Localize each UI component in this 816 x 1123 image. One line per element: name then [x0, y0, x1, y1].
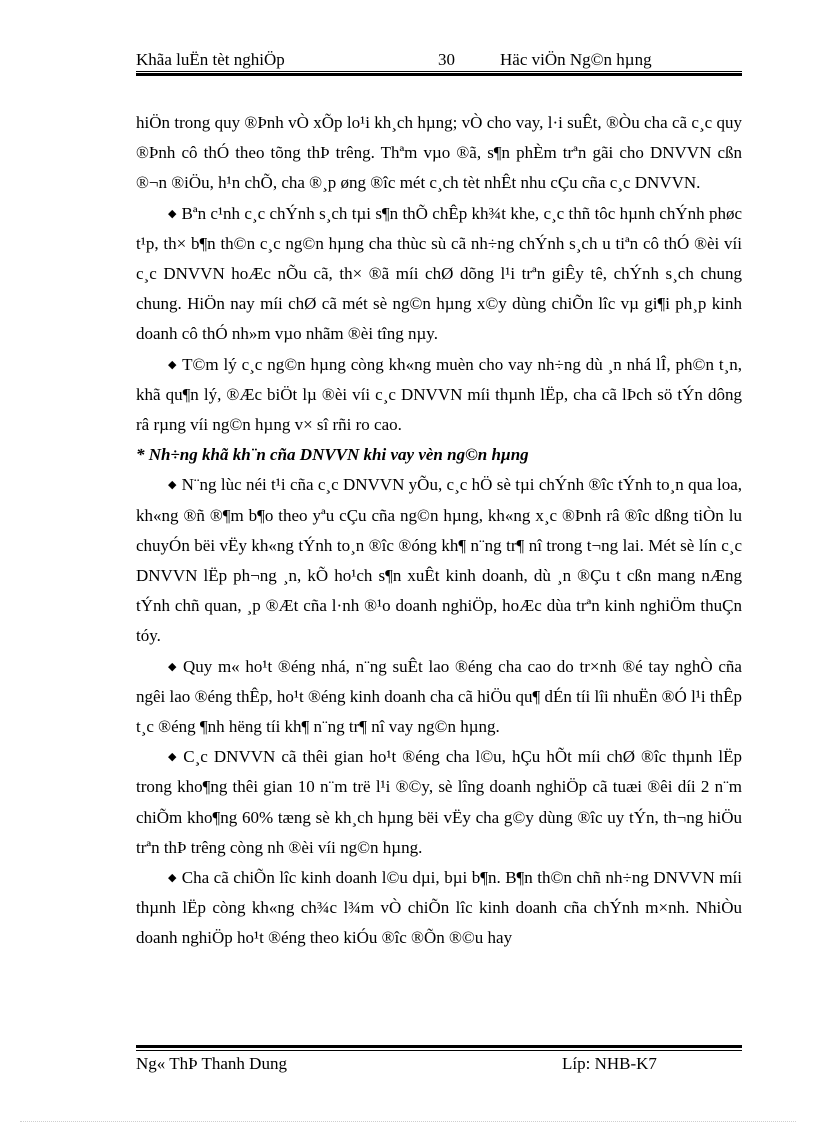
footer-rule-thin — [136, 1050, 742, 1051]
section-heading — [136, 440, 742, 470]
paragraph — [136, 863, 742, 954]
paragraph-text: Cha cã chiÕn lîc kinh doanh l©u dµi, bµi b¶n. B¶n th©n chñ nh÷ng DNVVN míi thµnh lËp còng kh«ng ch¾c l¾m vÒ chiÕn lîc kinh doanh cña chÝnh m×nh. NhiÒu doanh nghiÖp ho¹t ®éng theo kiÓu ®îc ®Õn ®©u hay — [136, 868, 742, 948]
diamond-bullet-icon: ◆ — [168, 479, 177, 492]
document-body — [136, 108, 742, 954]
footer-rule-thick — [136, 1045, 742, 1048]
diamond-bullet-icon: ◆ — [168, 751, 179, 764]
paragraph-text: T©m lý c¸c ng©n hµng còng kh«ng muèn cho vay nh÷ng dù ¸n nhá lÎ, ph©n t¸n, khã qu¶n lý, ®Æc biÖt lµ ®èi víi c¸c DNVVN míi thµnh lËp, cha cã lÞch sö tÝn dông râ rµng víi ng©n hµng v× sî rñi ro cao. — [136, 354, 742, 435]
page-header — [136, 46, 742, 72]
paragraph-text: N¨ng lùc néi t¹i cña c¸c DNVVN yÕu, c¸c hÖ sè tµi chÝnh ®îc tÝnh to¸n qua loa, kh«ng ®ñ ®¶m b¶o theo yªu cÇu cña ng©n hµng, kh«ng x¸c ®Þnh râ ®îc dßng tiÒn lu chuyÓn bëi vËy kh«ng tÝnh to¸n ®îc ®óng kh¶ n¨ng tr¶ nî trong t¬ng lai. Mét sè lín c¸c DNVVN lËp ph¬ng ¸n, kÕ ho¹ch s¶n xuÊt kinh doanh, dù ¸n ®Çu t cßn mang nÆng tÝnh chñ quan, ¸p ®Æt cña l·nh ®¹o doanh nghiÖp, hoÆc dùa trªn kinh nghiÖm thuÇn tóy. — [136, 475, 742, 646]
page-footer — [136, 1052, 742, 1076]
diamond-bullet-icon: ◆ — [168, 358, 178, 371]
header-rule-thick — [136, 73, 742, 76]
paragraph — [136, 199, 742, 350]
paragraph-text: C¸c DNVVN cã thêi gian ho¹t ®éng cha l©u, hÇu hÕt míi chØ ®îc thµnh lËp trong kho¶ng thêi gian 10 n¨m trë l¹i ®©y, sè lîng doanh nghiÖp cã tuæi ®êi díi 2 n¨m chiÕm kho¶ng 60% tæng sè kh¸ch hµng bëi vËy cha g©y dùng ®îc uy tÝn, th¬ng hiÖu trªn thÞ trêng còng nh ®èi víi ng©n hµng. — [136, 747, 742, 857]
header-institution: Häc viÖn Ng©n hµng — [500, 50, 652, 69]
paragraph-text: Quy m« ho¹t ®éng nhá, n¨ng suÊt lao ®éng cha cao do tr×nh ®é tay nghÒ cña ngêi lao ®éng thÊp, ho¹t ®éng kinh doanh cha cã hiÖu qu¶ dÉn tíi lîi nhuËn ®Ó l¹i thÊp t¸c ®éng ¶nh hëng tíi kh¶ n¨ng tr¶ nî vay ng©n hµng. — [136, 656, 742, 737]
paragraph-text: hiÖn trong quy ®Þnh vÒ xÕp lo¹i kh¸ch hµng; vÒ cho vay, l·i suÊt, ®Òu cha cã c¸c quy ®Þnh cô thÓ theo tõng thÞ trêng. Thªm vµo ®ã, s¶n phÈm trªn gãi cho DNVVN cßn ®¬n ®iÖu, h¹n chÕ, cha ®¸p øng ®îc mét c¸ch tèt nhÊt nhu cÇu cña c¸c DNVVN. — [136, 113, 742, 193]
paragraph — [136, 742, 742, 863]
header-rule-thin — [136, 71, 742, 72]
diamond-bullet-icon: ◆ — [168, 660, 178, 673]
section-heading-text: * Nh÷ng khã kh¨n cña DNVVN khi vay vèn ng©n hµng — [136, 445, 529, 465]
diamond-bullet-icon: ◆ — [168, 207, 177, 220]
paragraph — [136, 470, 742, 651]
header-thesis-title: Khãa luËn tèt nghiÖp — [136, 50, 285, 69]
footer-class: Líp: NHB-K7 — [562, 1054, 657, 1073]
paragraph — [136, 108, 742, 199]
footer-author: Ng« ThÞ Thanh Dung — [136, 1054, 287, 1073]
diamond-bullet-icon: ◆ — [168, 872, 177, 885]
paragraph-text: Bªn c¹nh c¸c chÝnh s¸ch tµi s¶n thÕ chÊp kh¾t khe, c¸c thñ tôc hµnh chÝnh phøc t¹p, th× b¶n th©n c¸c ng©n hµng cha thùc sù cã nh÷ng chÝnh s¸ch u tiªn cô thÓ ®èi víi c¸c DNVVN hoÆc nÕu cã, th× ®ã míi chØ dõng l¹i trªn giÊy tê, chÝnh s¸ch chung chung. HiÖn nay míi chØ cã mét sè ng©n hµng x©y dùng chiÕn lîc vµ gi¶i ph¸p kinh doanh cô thÓ nh»m vµo nhãm ®èi tîng nµy. — [136, 203, 742, 344]
paragraph — [136, 652, 742, 743]
header-page-number: 30 — [438, 50, 455, 69]
paragraph — [136, 350, 742, 441]
page-edge-divider — [20, 1121, 796, 1122]
